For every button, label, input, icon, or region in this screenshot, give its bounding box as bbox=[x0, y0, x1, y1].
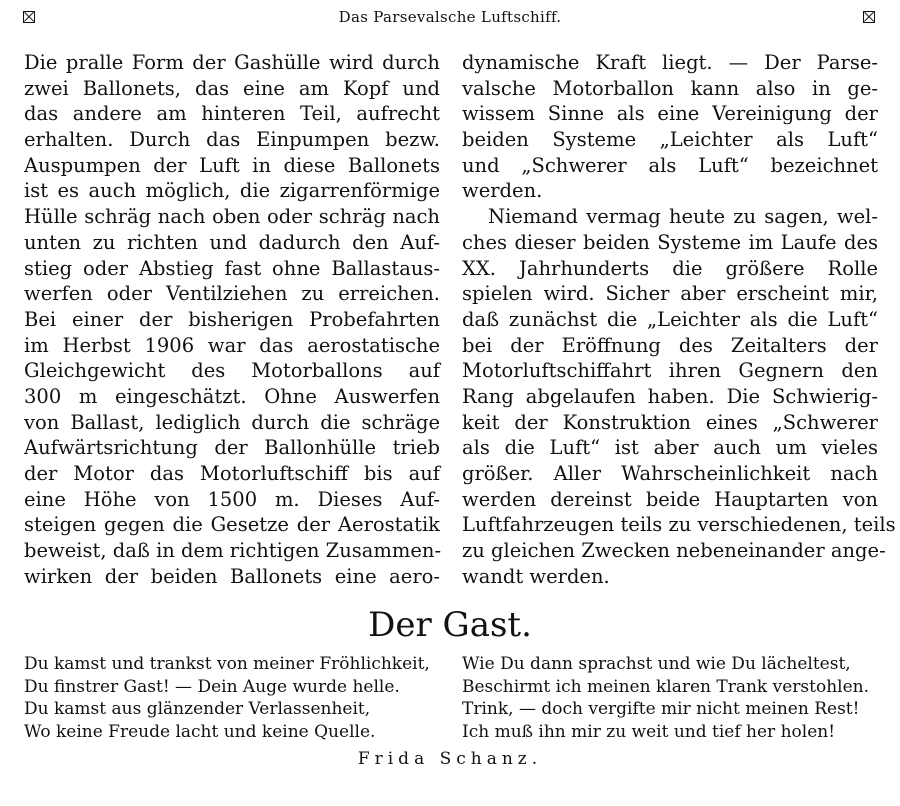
text-line: zwei Ballonets, das eine am Kopf und bbox=[24, 76, 440, 100]
text-line: steigen gegen die Gesetze der Aerostatik bbox=[24, 513, 440, 537]
page-header bbox=[0, 8, 900, 30]
poem-line: Wie Du dann sprachst und wie Du lächeltest, bbox=[462, 654, 851, 674]
text-line: wissem Sinne als eine Vereinigung der bbox=[462, 102, 878, 126]
text-line: wandt werden. bbox=[462, 564, 610, 588]
text-line: keit der Konstruktion eines „Schwerer bbox=[462, 410, 878, 434]
text-line: von Ballast, lediglich durch die schräge bbox=[24, 410, 440, 434]
article-left-column bbox=[24, 50, 440, 589]
poem-line: Beschirmt ich meinen klaren Trank verstohlen. bbox=[462, 676, 870, 697]
poem-title: Der Gast. bbox=[368, 605, 532, 645]
text-line: Aufwärtsrichtung der Ballonhülle trieb bbox=[24, 436, 440, 460]
text-line: Niemand vermag heute zu sagen, wel- bbox=[488, 205, 878, 229]
ornament-box-icon bbox=[863, 11, 875, 23]
text-line: daß zunächst die „Leichter als die Luft“ bbox=[462, 307, 878, 331]
text-line: unten zu richten und dadurch den Auf- bbox=[24, 230, 440, 254]
text-line: Luftfahrzeugen teils zu verschiedenen, teils bbox=[462, 513, 896, 537]
text-line: Motorluftschiffahrt ihren Gegnern den bbox=[462, 359, 878, 383]
article-right-column bbox=[462, 50, 896, 589]
text-line: zu gleichen Zwecken nebeneinander ange- bbox=[462, 539, 886, 563]
text-line: das andere am hinteren Teil, aufrecht bbox=[24, 102, 440, 126]
text-line: werden dereinst beide Hauptarten von bbox=[462, 487, 878, 511]
text-line: bei der Eröffnung des Zeitalters der bbox=[462, 333, 878, 357]
text-line: beiden Systeme „Leichter als Luft“ bbox=[462, 128, 878, 152]
text-line: und „Schwerer als Luft“ bezeichnet bbox=[462, 153, 878, 177]
running-title: Das Parsevalsche Luftschiff. bbox=[338, 8, 562, 26]
poem-left-stanza bbox=[24, 653, 430, 743]
text-line: Die pralle Form der Gashülle wird durch bbox=[24, 51, 440, 74]
poem-author: Frida Schanz. bbox=[357, 749, 543, 769]
text-line: Auspumpen der Luft in diese Ballonets bbox=[24, 153, 440, 177]
poem-line: Du kamst und trankst von meiner Fröhlichkeit, bbox=[24, 654, 430, 674]
text-line: XX. Jahrhunderts die größere Rolle bbox=[462, 256, 878, 280]
text-line: Gleichgewicht des Motorballons auf bbox=[24, 359, 440, 383]
text-line: dynamische Kraft liegt. — Der Parse- bbox=[462, 51, 878, 74]
text-line: der Motor das Motorluftschiff bis auf bbox=[24, 462, 440, 485]
text-line: ches dieser beiden Systeme im Laufe des bbox=[462, 230, 878, 254]
text-line: erhalten. Durch das Einpumpen bezw. bbox=[24, 128, 440, 152]
poem-line: Du finstrer Gast! — Dein Auge wurde helle. bbox=[24, 676, 400, 697]
text-line: im Herbst 1906 war das aerostatische bbox=[24, 333, 440, 357]
text-line: werfen oder Ventilziehen zu erreichen. bbox=[24, 282, 440, 306]
text-line: valsche Motorballon kann also in ge- bbox=[462, 76, 878, 100]
poem-line: Du kamst aus glänzender Verlassenheit, bbox=[24, 699, 371, 719]
text-line: ist es auch möglich, die zigarrenförmige bbox=[24, 179, 440, 203]
text-line: stieg oder Abstieg fast ohne Ballastaus- bbox=[24, 256, 440, 280]
poem-line: Ich muß ihn mir zu weit und tief her holen! bbox=[462, 721, 836, 742]
text-line: eine Höhe von 1500 m. Dieses Auf- bbox=[24, 487, 440, 511]
text-line: spielen wird. Sicher aber erscheint mir, bbox=[462, 282, 878, 306]
text-line: als die Luft“ ist aber auch um vieles bbox=[462, 436, 878, 460]
poem-right-stanza bbox=[462, 653, 869, 743]
text-line: werden. bbox=[462, 179, 543, 203]
poem-line: Wo keine Freude lacht und keine Quelle. bbox=[24, 721, 376, 742]
text-line: Rang abgelaufen haben. Die Schwierig- bbox=[462, 384, 878, 408]
text-line: größer. Aller Wahrscheinlichkeit nach bbox=[462, 462, 878, 485]
text-line: wirken der beiden Ballonets eine aero- bbox=[24, 564, 440, 588]
text-line: Bei einer der bisherigen Probefahrten bbox=[24, 307, 440, 331]
text-line: Hülle schräg nach oben oder schräg nach bbox=[24, 205, 440, 229]
text-line: 300 m eingeschätzt. Ohne Auswerfen bbox=[24, 384, 440, 408]
text-line: beweist, daß in dem richtigen Zusammen- bbox=[24, 539, 442, 563]
poem-line: Trink, — doch vergifte mir nicht meinen Rest! bbox=[462, 699, 860, 719]
